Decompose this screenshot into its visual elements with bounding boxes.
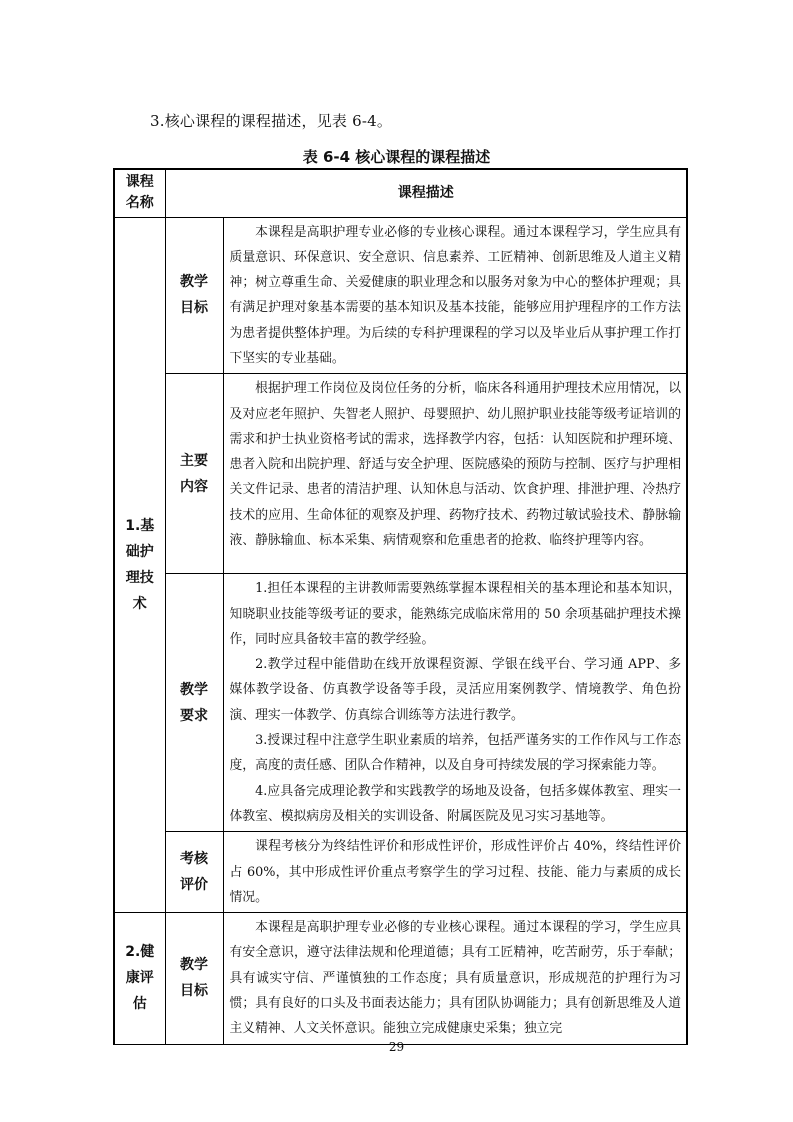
table-row bbox=[114, 217, 687, 374]
description-paragraph: 本课程是高职护理专业必修的专业核心课程。通过本课程的学习，学生应具有安全意识，遵守法律法规和伦理道德；具有工匠精神，吃苦耐劳，乐于奉献；具有诚实守信、严谨慎独的工作态度；具有质量意识，形成规范的护理行为习惯；具有良好的口头及书面表达能力；具有团队协调能力；具有创新思维及人道主义精神、人文关怀意识。能独立完成健康史采集；独立完 bbox=[229, 920, 681, 1037]
aspect-label-cell: 主要内容 bbox=[165, 374, 223, 574]
description-cell bbox=[223, 832, 687, 913]
course-name-cell: 1.基础护理技术 bbox=[114, 217, 165, 913]
course-name-cell: 2.健康评估 bbox=[114, 913, 165, 1044]
header-course-description: 课程描述 bbox=[165, 169, 687, 217]
description-paragraph: 3.授课过程中注意学生职业素质的培养，包括严谨务实的工作作风与工作态度，高度的责任感、团队合作精神，以及自身可持续发展的学习探索能力等。 bbox=[229, 733, 681, 774]
table-row bbox=[114, 374, 687, 574]
page-number: 29 bbox=[388, 1040, 405, 1054]
description-cell bbox=[223, 217, 687, 374]
description-paragraph: 根据护理工作岗位及岗位任务的分析，临床各科通用护理技术应用情况，以及对应老年照护、失智老人照护、母婴照护、幼儿照护职业技能等级考证培训的需求和护士执业资格考试的需求，选择教学内容，包括：认知医院和护理环境、患者入院和出院护理、舒适与安全护理、医院感染的预防与控制、医疗与护理相关文件记录、患者的清洁护理、认知休息与活动、饮食护理、排泄护理、冷热疗技术的应用、生命体征的观察及护理、药物疗技术、药物过敏试验技术、静脉输液、静脉输血、标本采集、病情观察和危重患者的抢救、临终护理等内容。 bbox=[229, 381, 681, 549]
aspect-label-cell: 教学目标 bbox=[165, 217, 223, 374]
description-paragraph: 课程考核分为终结性评价和形成性评价，形成性评价占 40%，终结性评价占 60%，其中形成性评价重点考察学生的学习过程、技能、能力与素质的成长情况。 bbox=[229, 839, 681, 905]
aspect-label-cell: 教学目标 bbox=[165, 913, 223, 1044]
description-paragraph: 4.应具备完成理论教学和实践教学的场地及设备，包括多媒体教室、理实一体教室、模拟病房及相关的实训设备、附属医院及见习实习基地等。 bbox=[229, 783, 681, 824]
header-course-name: 课程名称 bbox=[114, 169, 165, 217]
description-cell bbox=[223, 913, 687, 1044]
description-paragraph: 本课程是高职护理专业必修的专业核心课程。通过本课程学习，学生应具有质量意识、环保意识、安全意识、信息素养、工匠精神、创新思维及人道主义精神；树立尊重生命、关爱健康的职业理念和以服务对象为中心的整体护理观；具有满足护理对象基本需要的基本知识及基本技能，能够应用护理程序的工作方法为患者提供整体护理。为后续的专科护理课程的学习以及毕业后从事护理工作打下坚实的专业基础。 bbox=[229, 224, 681, 366]
description-cell bbox=[223, 574, 687, 832]
description-cell bbox=[223, 374, 687, 574]
aspect-label-cell: 考核评价 bbox=[165, 832, 223, 913]
table-row bbox=[114, 913, 687, 1044]
table-caption: 表 6-4 核心课程的课程描述 bbox=[302, 148, 491, 166]
description-paragraph: 2.教学过程中能借助在线开放课程资源、学银在线平台、学习通 APP、多媒体教学设备、仿真教学设备等手段，灵活应用案例教学、情境教学、角色扮演、理实一体教学、仿真综合训练等方法进行教学。 bbox=[229, 657, 681, 723]
table-row bbox=[114, 832, 687, 913]
description-paragraph: 1.担任本课程的主讲教师需要熟练掌握本课程相关的基本理论和基本知识，知晓职业技能等级考证的要求，能熟练完成临床常用的 50 余项基础护理技术操作，同时应具备较丰富的教学经验。 bbox=[229, 581, 681, 647]
course-description-table bbox=[113, 168, 688, 1045]
intro-text: 3.核心课程的课程描述，见表 6-4。 bbox=[150, 112, 393, 130]
aspect-label-cell: 教学要求 bbox=[165, 574, 223, 832]
table-body bbox=[114, 217, 687, 1044]
table-row bbox=[114, 574, 687, 832]
